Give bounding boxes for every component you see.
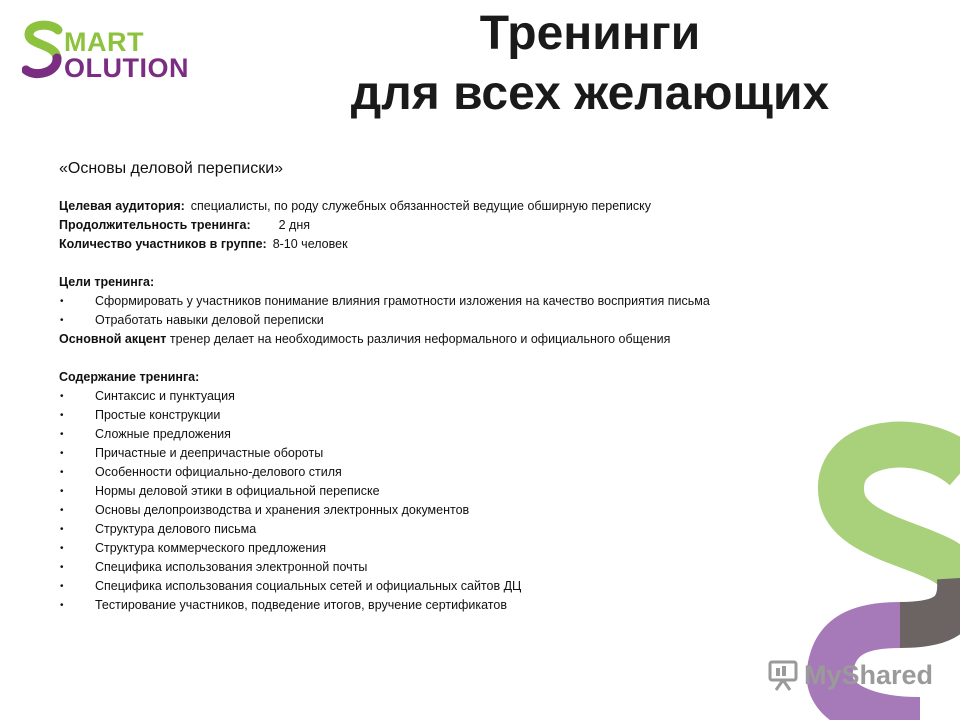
duration-label: Продолжительность тренинга:	[59, 218, 251, 232]
list-item: • Сформировать у участников понимание влияния грамотности изложения на качество восприятия письма	[59, 292, 859, 311]
bullet-icon: •	[60, 562, 64, 573]
list-item: • Простые конструкции	[59, 406, 859, 425]
list-item: • Синтаксис и пунктуация	[59, 387, 859, 406]
bullet-icon: •	[60, 410, 64, 421]
bullet-icon: •	[60, 505, 64, 516]
watermark-text: MyShared	[804, 659, 934, 690]
list-item: • Структура коммерческого предложения	[59, 539, 859, 558]
audience-label: Целевая аудитория:	[59, 199, 185, 213]
bullet-icon: •	[60, 448, 64, 459]
list-item: • Сложные предложения	[59, 425, 859, 444]
contents-list	[59, 387, 859, 615]
title-line-2: для всех желающих	[350, 67, 830, 120]
logo-text-bottom: OLUTION	[64, 53, 189, 83]
group-size-label: Количество участников в группе:	[59, 237, 267, 251]
list-item: • Структура делового письма	[59, 520, 859, 539]
title-line-1: Тренинги	[479, 7, 701, 60]
bullet-icon: •	[60, 486, 64, 497]
page-title	[300, 4, 880, 124]
bullet-icon: •	[60, 581, 64, 592]
bullet-icon: •	[60, 296, 64, 307]
logo-text-top: MART	[64, 27, 144, 57]
accent-line	[59, 330, 859, 349]
duration-value: 2 дня	[278, 218, 310, 232]
accent-text: тренер делает на необходимость различия неформального и официального общения	[169, 332, 671, 346]
bullet-icon: •	[60, 600, 64, 611]
accent-bold: Основной акцент	[59, 332, 167, 346]
bullet-icon: •	[60, 543, 64, 554]
goals-title: Цели тренинга:	[59, 275, 155, 289]
audience-row	[59, 197, 859, 216]
list-item: • Тестирование участников, подведение итогов, вручение сертификатов	[59, 596, 859, 615]
logo-s-mark-icon	[22, 20, 66, 82]
smart-solution-logo	[22, 20, 212, 84]
list-item: • Специфика использования электронной почты	[59, 558, 859, 577]
goals-list	[59, 292, 859, 330]
list-item: • Особенности официально-делового стиля	[59, 463, 859, 482]
list-item: • Отработать навыки деловой переписки	[59, 311, 859, 330]
course-description	[59, 158, 859, 615]
bullet-icon: •	[60, 391, 64, 402]
list-item: • Специфика использования социальных сетей и официальных сайтов ДЦ	[59, 577, 859, 596]
bullet-icon: •	[60, 429, 64, 440]
list-item: • Основы делопроизводства и хранения электронных документов	[59, 501, 859, 520]
presentation-board-icon	[768, 659, 798, 691]
list-item: • Нормы деловой этики в официальной переписке	[59, 482, 859, 501]
list-item: • Причастные и деепричастные обороты	[59, 444, 859, 463]
bullet-icon: •	[60, 467, 64, 478]
bullet-icon: •	[60, 524, 64, 535]
audience-value: специалисты, по роду служебных обязанностей ведущие обширную переписку	[190, 199, 652, 213]
group-size-value: 8-10 человек	[272, 237, 348, 251]
myshared-watermark	[768, 656, 933, 694]
group-size-row	[59, 235, 859, 254]
course-title: «Основы деловой переписки»	[59, 160, 284, 177]
bullet-icon: •	[60, 315, 64, 326]
contents-title: Содержание тренинга:	[59, 370, 200, 384]
duration-row	[59, 216, 859, 235]
